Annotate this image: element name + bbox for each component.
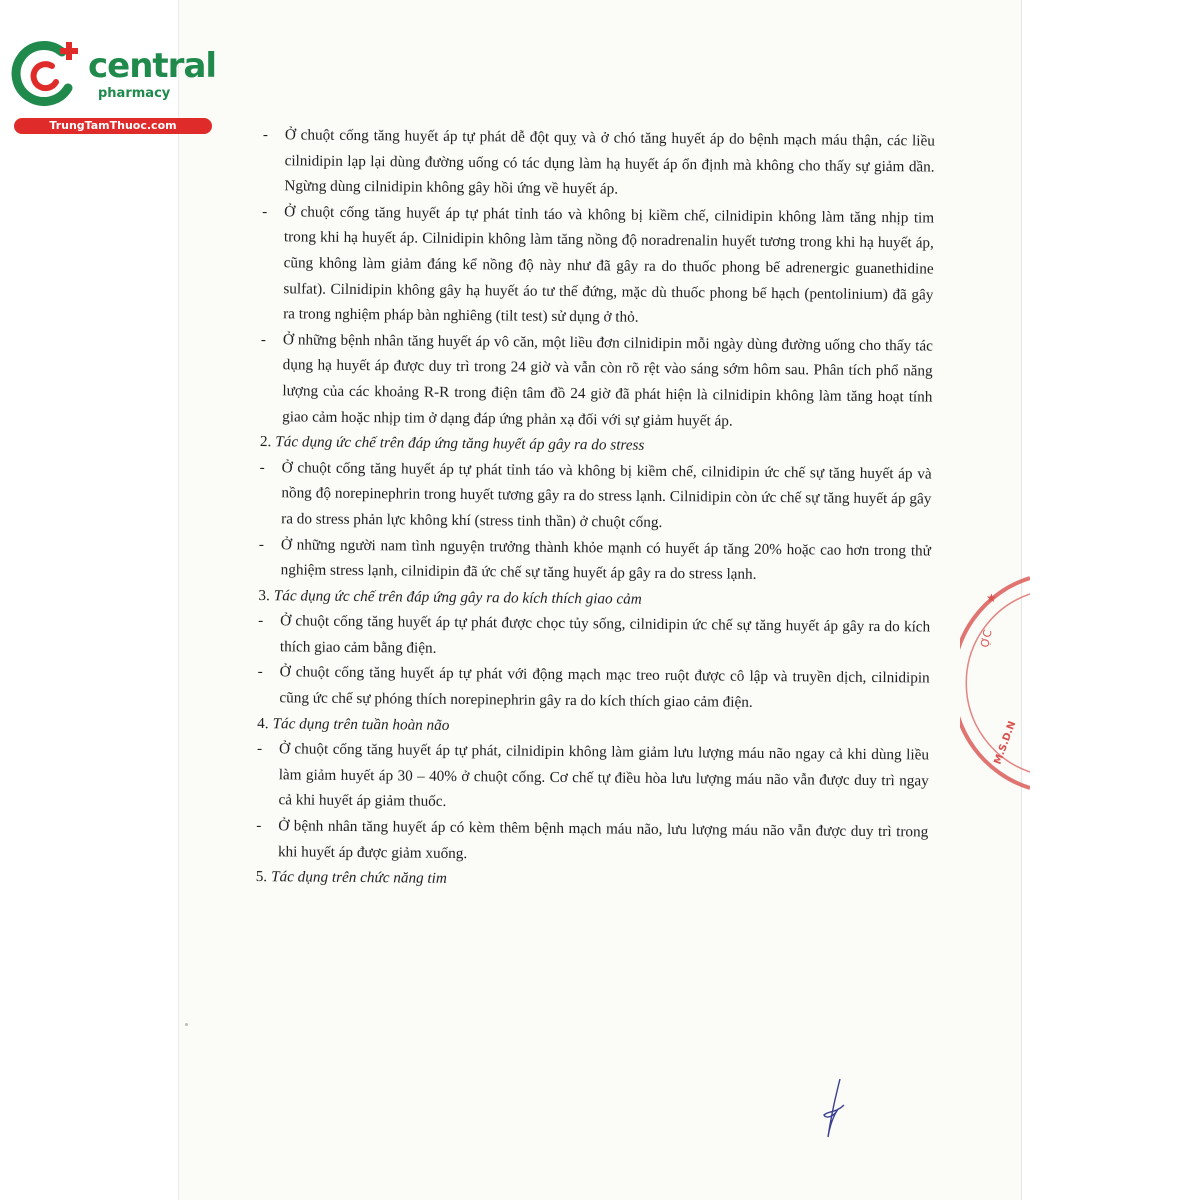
item-text: Ở chuột cống tăng huyết áp tự phát, cilnidipin không làm giảm lưu lượng máu não ngay cả khi dùng liều làm giảm huyết áp 30 – 40% ở chuột cống. Cơ chế tự điều hòa lưu lượng máu não vẫn được duy trì ngay cả khi huyết áp giảm thuốc. <box>278 740 930 811</box>
list-item <box>254 122 935 205</box>
dash-bullet: - <box>257 663 263 681</box>
section-number: 2. <box>259 433 272 451</box>
list-item <box>252 327 933 436</box>
handwritten-signature <box>810 1075 860 1145</box>
section-title: Tác dụng trên chức năng tim <box>271 868 447 888</box>
section-title: Tác dụng ức chế trên đáp ứng gây ra do kích thích giao cảm <box>273 586 642 608</box>
list-item <box>250 608 930 666</box>
item-text: Ở chuột cống tăng huyết áp tự phát dễ đột quỵ và ở chó tăng huyết áp do bệnh mạch máu thận, các liều cilnidipin lạp lại dùng đường uống có tác dụng làm hạ huyết áp ổn định mà không cho thấy sự giảm dần. Ngừng dùng cilnidipin không gây hồi ứng về huyết áp. <box>284 126 935 198</box>
section-number: 3. <box>258 586 270 604</box>
svg-text:ỢC: ỢC <box>978 628 995 649</box>
section-number: 4. <box>257 714 269 732</box>
list-item <box>251 455 932 538</box>
document-body <box>248 122 935 896</box>
section-title: Tác dụng ức chế trên đáp ứng tăng huyết áp gây ra do stress <box>275 433 645 454</box>
brand-url[interactable]: TrungTamThuoc.com <box>14 118 212 134</box>
dash-bullet: - <box>260 330 267 348</box>
svg-text:★: ★ <box>986 591 997 605</box>
item-text: Ở bệnh nhân tăng huyết áp có kèm thêm bệnh mạch máu não, lưu lượng máu não vẫn được duy trì trong khi huyết áp được giảm xuống. <box>277 817 929 862</box>
scan-speck <box>185 1023 188 1026</box>
dash-bullet: - <box>258 612 264 630</box>
section-title: Tác dụng trên tuần hoàn não <box>272 714 450 734</box>
brand-logo[interactable] <box>8 36 217 136</box>
brand-name: central <box>88 46 217 86</box>
list-item <box>248 736 929 819</box>
item-text: Ở chuột cống tăng huyết áp tự phát tỉnh táo và không bị kiềm chế, cilnidipin không làm tăng nhịp tim trong khi hạ huyết áp. Cilnidipin không làm tăng nồng độ noradrenalin huyết tương trong khi hạ huyết áp, cũng không làm giảm đáng kể nồng độ này như đã gây ra do thuốc phong bế adrenergic guanethidine sulfat). Cilnidipin không gây hạ huyết áo tư thế đứng, mặc dù thuốc phong bế hạch (pentolinium) đã gây ra trong nghiệm pháp bàn nghiêng (tilt test) sử dụng ở thỏ. <box>283 203 935 326</box>
pharmacy-cross-icon <box>10 38 86 110</box>
list-item <box>253 199 934 333</box>
item-text: Ở chuột cống tăng huyết áp tự phát với động mạch mạc treo ruột được cô lập và truyền dịch, cilnidipin cũng ức chế sự phóng thích norepinephrin gây ra do kích thích giao cảm điện. <box>279 663 930 711</box>
item-text: Ở chuột cống tăng huyết áp tự phát được chọc tủy sống, cilnidipin ức chế sự tăng huyết áp gây ra do kích thích giao cảm bằng điện. <box>279 612 931 657</box>
list-item <box>248 813 928 871</box>
section-number: 5. <box>255 868 268 886</box>
dash-bullet: - <box>262 202 268 220</box>
list-item <box>251 531 931 589</box>
company-stamp <box>960 560 1030 800</box>
item-text: Ở chuột cống tăng huyết áp tự phát tỉnh táo và không bị kiềm chế, cilnidipin ức chế sự tăng huyết áp và nồng độ norepinephrin trong huyết tương gây ra do stress lạnh. Cilnidipin còn ức chế sự tăng huyết áp gây ra do stress phản lực không khí (stress tinh thần) ở chuột cống. <box>281 458 932 531</box>
dash-bullet: - <box>256 740 263 758</box>
item-text: Ở những người nam tình nguyện trưởng thành khỏe mạnh có huyết áp tăng 20% hoặc cao hơn trong thử nghiệm stress lạnh, cilnidipin đã ức chế sự tăng huyết áp gây ra do stress lạnh. <box>280 535 931 583</box>
dash-bullet: - <box>256 817 262 835</box>
dash-bullet: - <box>262 126 269 144</box>
dash-bullet: - <box>258 535 265 553</box>
brand-tagline: pharmacy <box>98 86 171 101</box>
stamp-text: M.S.D.N <box>992 719 1019 767</box>
item-text: Ở những bệnh nhân tăng huyết áp vô căn, một liều đơn cilnidipin mỗi ngày dùng đường uống cho thấy tác dụng hạ huyết áp được duy trì trong 24 giờ và vẫn còn rõ rệt vào sáng sớm hôm sau. Phân tích phổ năng lượng của các khoảng R-R trong điện tâm đồ 24 giờ đã phát hiện là cilnidipin không làm tăng hoạt tính giao cảm hoặc nhịp tim ở dạng đáp ứng phản xạ đối với sự giảm huyết áp. <box>282 331 933 430</box>
dash-bullet: - <box>259 458 265 476</box>
list-item <box>249 659 929 717</box>
